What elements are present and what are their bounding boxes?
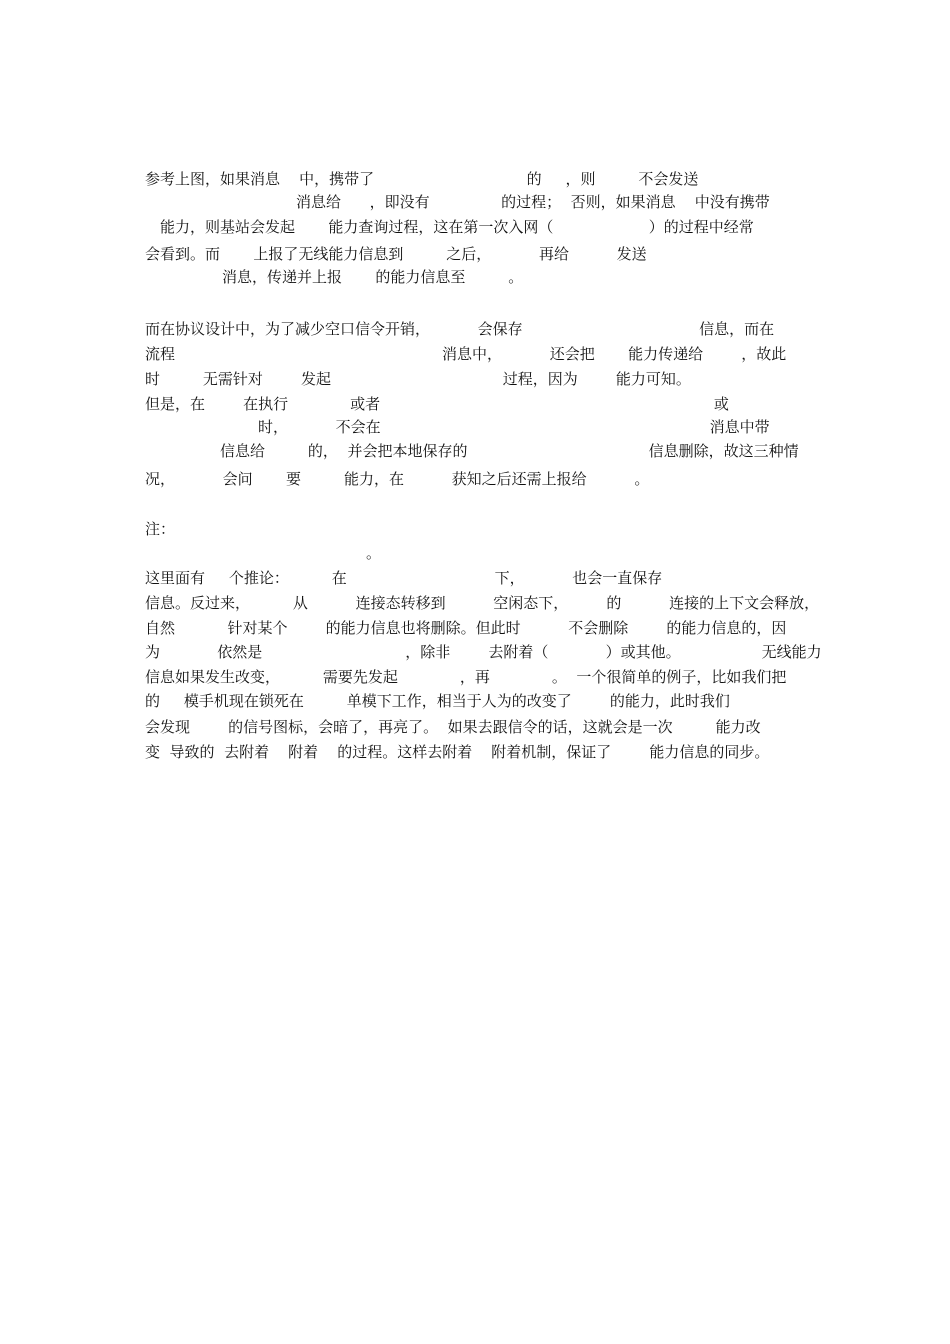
text-line: 流程 消息中， 还会把 能力传递给 ，故此 — [145, 345, 787, 363]
text-line: 会发现 的信号图标，会暗了，再亮了。 如果去跟信令的话，这就会是一次 能力改 — [145, 718, 761, 736]
note-text: 。 — [366, 544, 382, 562]
text-line: 信息给 的， 并会把本地保存的 信息删除，故这三种情 — [220, 442, 799, 460]
text-line: 自然 针对某个 的能力信息也将删除。但此时 不会删除 的能力信息的，因 — [145, 619, 787, 637]
text-line: 时， 不会在 消息中带 — [258, 418, 770, 436]
text-line: 消息，传递并上报 的能力信息至 。 — [222, 268, 524, 286]
note-label: 注： — [145, 520, 176, 538]
text-line: 变 导致的 去附着 附着 的过程。这样去附着 附着机制，保证了 能力信息的同步。 — [145, 743, 770, 761]
text-line: 但是，在 在执行 或者 或 — [145, 395, 729, 413]
text-line: 信息如果发生改变， 需要先发起 ，再 。 一个很简单的例子，比如我们把 — [145, 668, 787, 686]
text-line: 这里面有 个推论： 在 下， 也会一直保存 — [145, 569, 663, 587]
text-line: 时 无需针对 发起 过程，因为 能力可知。 — [145, 370, 691, 388]
text-line: 能力，则基站会发起 能力查询过程，这在第一次入网（ ）的过程中经常 — [160, 218, 754, 236]
text-line: 为 依然是 ，除非 去附着（ ）或其他。 无线能力 — [145, 643, 822, 661]
text-line: 会看到。而 上报了无线能力信息到 之后， 再给 发送 — [145, 245, 647, 263]
text-line: 信息。反过来， 从 连接态转移到 空闲态下， 的 连接的上下文会释放， — [145, 594, 820, 612]
text-line: 消息给 ，即没有 的过程； 否则，如果消息 中没有携带 — [296, 193, 770, 211]
text-line: 的 模手机现在锁死在 单模下工作，相当于人为的改变了 的能力，此时我们 — [145, 692, 730, 710]
text-line: 况， 会问 要 能力，在 获知之后还需上报给 。 — [145, 470, 650, 488]
text-line: 而在协议设计中，为了减少空口信令开销， 会保存 信息，而在 — [145, 320, 775, 338]
text-line: 参考上图，如果消息 中，携带了 的 ，则 不会发送 — [145, 170, 699, 188]
